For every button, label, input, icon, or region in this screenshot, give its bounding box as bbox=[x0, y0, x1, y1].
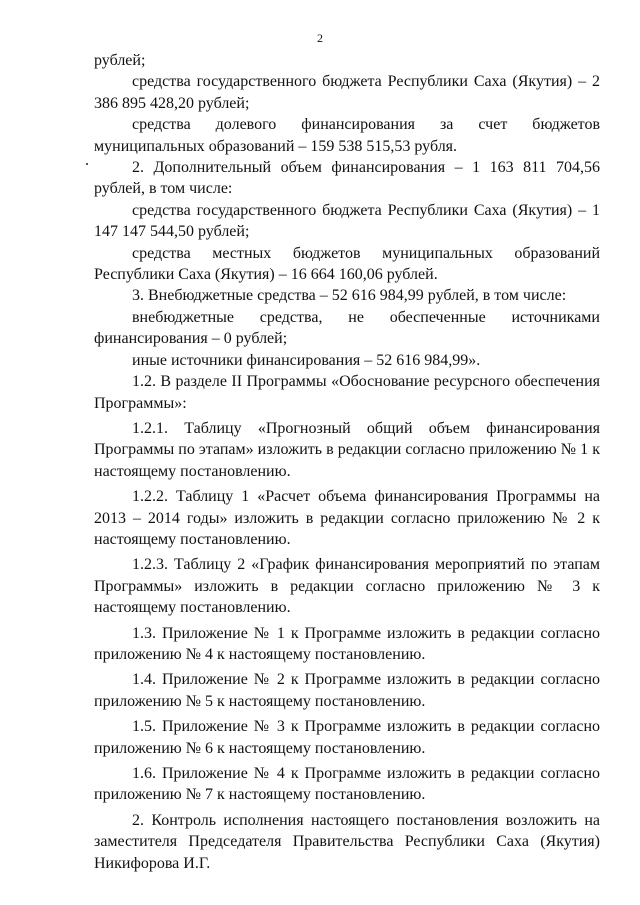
paragraph: средства долевого финансирования за счет бюджетов муниципальных образований – 159 538 515,53 рубля. bbox=[94, 116, 600, 155]
paragraph: 1.5. Приложение № 3 к Программе изложить в редакции согласно приложению № 6 к настоящему постановлению. bbox=[94, 718, 600, 757]
paragraph: внебюджетные средства, не обеспеченные источниками финансирования – 0 рублей; bbox=[94, 308, 600, 348]
paragraph: 1.3. Приложение № 1 к Программе изложить в редакции согласно приложению № 4 к настоящему постановлению. bbox=[94, 624, 600, 663]
document-body bbox=[94, 50, 600, 874]
paragraph: средства государственного бюджета Республики Саха (Якутия) – 2 386 895 428,20 рублей; bbox=[94, 73, 600, 112]
page-number: 2 bbox=[317, 31, 323, 45]
paragraph: 1.2. В разделе II Программы «Обоснование ресурсного обеспечения Программы»: bbox=[94, 373, 600, 412]
margin-mark bbox=[86, 163, 88, 165]
paragraph: рублей; bbox=[94, 52, 146, 69]
paragraph: 1.2.2. Таблицу 1 «Расчет объема финансирования Программы на 2013 – 2014 годы» изложить в редакции согласно приложению № 2 к настоящему постановлению. bbox=[94, 488, 600, 548]
paragraph: иные источники финансирования – 52 616 984,99». bbox=[132, 351, 481, 369]
paragraph: средства государственного бюджета Республики Саха (Якутия) – 1 147 147 544,50 рублей; bbox=[94, 201, 600, 241]
paragraph: 2. Контроль исполнения настоящего постановления возложить на заместителя Председателя Правительства Республики Саха (Якутия) Никифорова И.Г. bbox=[94, 811, 600, 872]
paragraph: 1.2.1. Таблицу «Прогнозный общий объем финансирования Программы по этапам» изложить в редакции согласно приложению № 1 к настоящему постановлению. bbox=[94, 419, 600, 480]
paragraph: средства местных бюджетов муниципальных образований Республики Саха (Якутия) – 16 664 160,06 рублей. bbox=[94, 244, 600, 284]
paragraph: 2. Дополнительный объем финансирования – 1 163 811 704,56 рублей, в том числе: bbox=[94, 159, 600, 198]
paragraph: 1.4. Приложение № 2 к Программе изложить в редакции согласно приложению № 5 к настоящему постановлению. bbox=[94, 671, 600, 710]
paragraph: 3. Внебюджетные средства – 52 616 984,99 рублей, в том числе: bbox=[132, 287, 567, 305]
paragraph: 1.6. Приложение № 4 к Программе изложить в редакции согласно приложению № 7 к настоящему постановлению. bbox=[94, 765, 600, 804]
paragraph: 1.2.3. Таблицу 2 «График финансирования мероприятий по этапам Программы» изложить в редакции согласно приложению № 3 к настоящему постановлению. bbox=[94, 556, 600, 617]
